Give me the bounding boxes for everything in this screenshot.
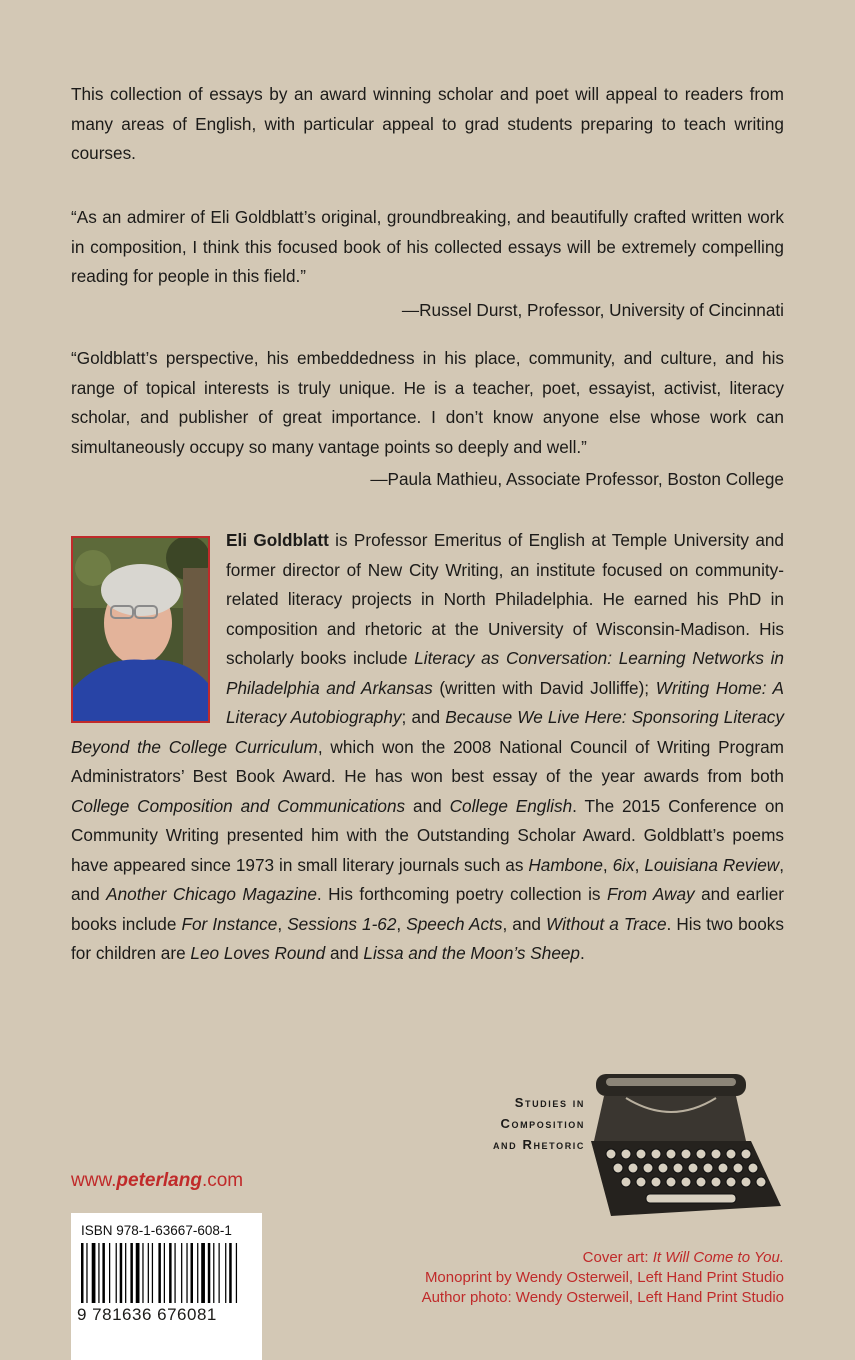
- author-name: Eli Goldblatt: [226, 530, 329, 550]
- publisher-url[interactable]: www.peterlang.com: [71, 1170, 244, 1191]
- isbn-label: ISBN 978-1-63667-608-1: [81, 1223, 232, 1238]
- poetry-title: Speech Acts: [406, 913, 503, 934]
- intro-paragraph: This collection of essays by an award winning scholar and poet will appeal to readers from many areas of English, with particular appeal to grad students preparing to teach writing courses.: [71, 84, 784, 163]
- children-book-title: Leo Loves Round: [190, 943, 326, 963]
- cover-art-credit: Cover art: It Will Come to You.: [582, 1249, 784, 1266]
- book-title: Literacy as Conversation: Learning Networks in Philadelphia and Arkansas: [226, 648, 784, 698]
- journal-title: College English: [449, 795, 573, 816]
- journal-title: College Composition and Communications: [71, 795, 406, 816]
- quote-mathieu: “Goldblatt’s perspective, his embeddedness in his place, community, and culture, and his range of topical interests is truly unique. He is a teacher, poet, essayist, activist, literacy scholar, and publisher of great importance. I don’t know anyone else whose work can simultaneously occupy so many vantage points so deeply and well.”: [71, 348, 784, 457]
- journal-title: Louisiana Review: [644, 854, 780, 875]
- poetry-title: Without a Trace: [546, 913, 667, 934]
- book-title: Because We Live Here: Sponsoring Literacy Beyond the College Curriculum: [71, 707, 784, 757]
- barcode: [71, 1213, 262, 1360]
- poetry-title: Sessions 1-62: [287, 913, 397, 934]
- series-name: Studies in Composition and Rhetoric: [492, 1095, 585, 1152]
- credits: [422, 1248, 784, 1308]
- journal-title: 6ix: [612, 854, 635, 875]
- monoprint-credit: Monoprint by Wendy Osterweil, Left Hand Print Studio: [424, 1269, 784, 1286]
- barcode-bars: [79, 1243, 255, 1305]
- typewriter-illustration: [586, 1066, 786, 1226]
- children-book-title: Lissa and the Moon’s Sheep: [363, 943, 580, 963]
- barcode-digits: 9 781636 676081: [77, 1305, 217, 1324]
- journal-title: Another Chicago Magazine: [106, 884, 317, 904]
- author-bio: Eli Goldblatt is Professor Emeritus of English at Temple University and former director of New City Writing, an institute focused on community-related literacy projects in North Philadelphia. He earned his PhD in composition and rhetoric at the University of Wisconsin-Madison. His scholarly books include Literacy as Conversation: Learning Networks in Philadelphia and Arkansas (written with David Jolliffe); Writing Home: A Literacy Autobiography; and Because We Live Here: Sponsoring Literacy Beyond the College Curriculum, which won the 2008 National Council of Writing Program Administrators’ Best Book Award. He has won best essay of the year awards from both College Composition and Communications and College English. The 2015 Conference on Community Writing presented him with the Outstanding Scholar Award. Goldblatt’s poems have appeared since 1973 in small literary journals such as Hambone, 6ix, Louisiana Review, and Another Chicago Magazine. His forthcoming poetry collection is From Away and earlier books include For Instance, Sessions 1-62, Speech Acts, and Without a Trace. His two books for children are Leo Loves Round and Lissa and the Moon’s Sheep.: [71, 530, 784, 963]
- attribution-durst: —Russel Durst, Professor, University of Cincinnati: [401, 300, 784, 320]
- attribution-mathieu: —Paula Mathieu, Associate Professor, Boston College: [370, 469, 784, 489]
- poetry-title: From Away: [606, 884, 695, 904]
- book-title: Writing Home: A Literacy Autobiography: [226, 677, 784, 727]
- quote-durst: “As an admirer of Eli Goldblatt’s original, groundbreaking, and beautifully crafted written work in composition, I think this focused book of his collected essays will be extremely compelling reading for people in this field.”: [71, 207, 784, 286]
- journal-title: Hambone: [528, 854, 603, 875]
- poetry-title: For Instance: [181, 913, 278, 934]
- author-photo-credit: Author photo: Wendy Osterweil, Left Hand Print Studio: [421, 1289, 784, 1306]
